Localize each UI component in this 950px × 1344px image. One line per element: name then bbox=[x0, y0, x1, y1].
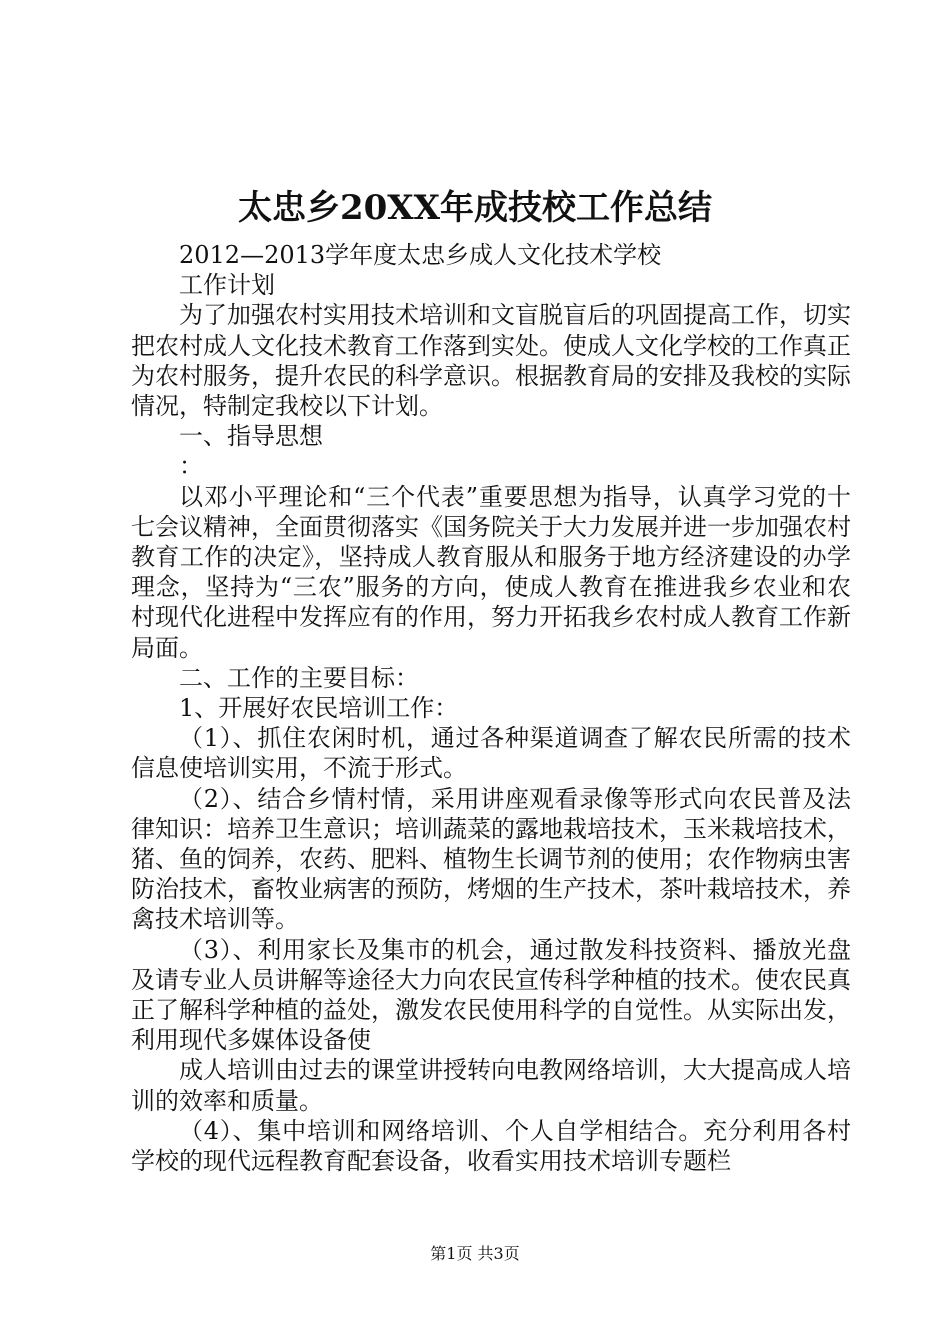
paragraph-guiding-thought: 以邓小平理论和“三个代表”重要思想为指导，认真学习党的十七会议精神，全面贯彻落实《国务院关于大力发展并进一步加强农村教育工作的决定》，坚持成人教育服从和服务于地方经济建设的办学理念，坚持为“三农”服务的方向，使成人教育在推进我乡农业和农村现代化进程中发挥应有的作用，努力开拓我乡农村成人教育工作新局面。 bbox=[131, 482, 851, 662]
list-item-4: （4）、集中培训和网络培训、个人自学相结合。充分利用各村学校的现代远程教育配套设备，收看实用技术培训专题栏 bbox=[131, 1116, 851, 1176]
paragraph-colon: ： bbox=[179, 452, 203, 481]
section-heading-main-goals: 二、工作的主要目标： bbox=[179, 663, 419, 692]
list-item-2: （2）、结合乡情村情，采用讲座观看录像等形式向农民普及法律知识：培养卫生意识；培训蔬菜的露地栽培技术，玉米栽培技术，猪、鱼的饲养，农药、肥料、植物生长调节剂的使用；农作物病虫害防治技术，畜牧业病害的预防，烤烟的生产技术，茶叶栽培技术，养禽技术培训等。 bbox=[131, 784, 851, 934]
subheading-farmer-training: 1、开展好农民培训工作： bbox=[179, 694, 459, 723]
paragraph-training-efficiency: 成人培训由过去的课堂讲授转向电教网络培训，大大提高成人培训的效率和质量。 bbox=[131, 1056, 851, 1115]
section-heading-guiding-thought: 一、指导思想 bbox=[179, 422, 323, 451]
document-title: 太忠乡20XX年成技校工作总结 bbox=[237, 188, 713, 228]
paragraph-year-heading: 2012—2013学年度太忠乡成人文化技术学校 bbox=[179, 241, 662, 269]
paragraph-plan-heading: 工作计划 bbox=[179, 271, 275, 300]
list-item-3: （3）、利用家长及集市的机会，通过散发科技资料、播放光盘及请专业人员讲解等途径大力向农民宣传科学种植的技术。使农民真正了解科学种植的益处，激发农民使用科学的自觉性。从实际出发，利用现代多媒体设备使 bbox=[131, 935, 851, 1055]
paragraph-intro: 为了加强农村实用技术培训和文盲脱盲后的巩固提高工作，切实把农村成人文化技术教育工作落到实处。使成人文化学校的工作真正为农村服务，提升农民的科学意识。根据教育局的安排及我校的实际情况，特制定我校以下计划。 bbox=[131, 301, 851, 421]
page-footer: 第1页 共3页 bbox=[430, 1244, 520, 1263]
document-body bbox=[131, 240, 851, 1176]
list-item-1: （1）、抓住农闲时机，通过各种渠道调查了解农民所需的技术信息使培训实用，不流于形式。 bbox=[131, 724, 851, 783]
